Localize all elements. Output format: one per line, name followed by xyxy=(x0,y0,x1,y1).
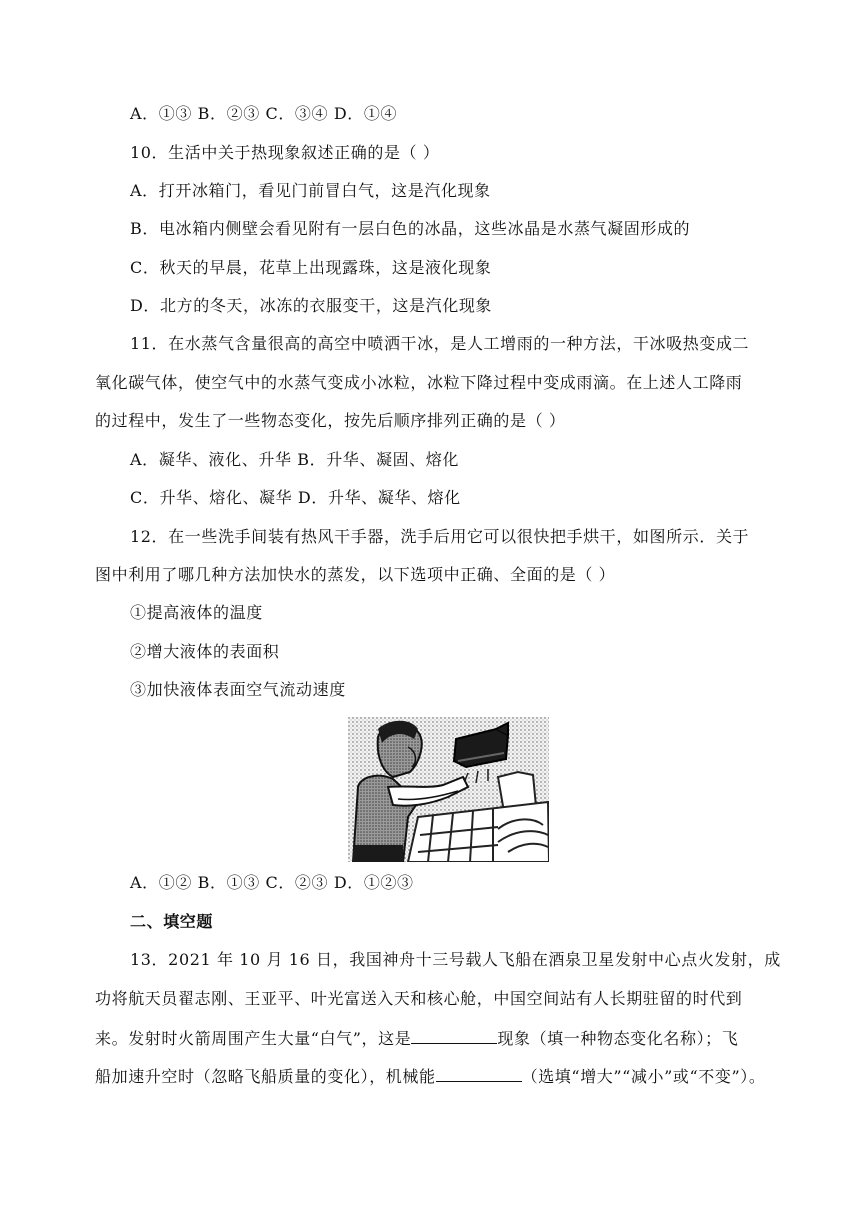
q12-stem-line2: 图中利用了哪几种方法加快水的蒸发，以下选项中正确、全面的是（ ） xyxy=(95,565,616,584)
q13-line4-text-b: （选填“增大”“减小”或“不变”）。 xyxy=(521,1067,766,1086)
q12-stem-line1: 12．在一些洗手间装有热风干手器，洗手后用它可以很快把手烘干，如图所示．关于 xyxy=(130,527,750,546)
q12-item-2: ②增大液体的表面积 xyxy=(130,642,280,661)
q12-options: A．①② B．①③ C．②③ D．①②③ xyxy=(130,873,414,892)
q12-item-3: ③加快液体表面空气流动速度 xyxy=(130,680,346,699)
q10-option-b: B．电冰箱内侧壁会看见附有一层白色的冰晶，这些冰晶是水蒸气凝固形成的 xyxy=(130,219,691,238)
q12-item-1: ①提高液体的温度 xyxy=(130,603,263,622)
q13-blank-1[interactable] xyxy=(411,1027,497,1044)
section-title-fill-in: 二、填空题 xyxy=(130,912,214,931)
q13-blank-2[interactable] xyxy=(436,1065,522,1082)
q13-stem-line1: 13．2021 年 10 月 16 日，我国神舟十三号载人飞船在酒泉卫星发射中心点火发射，成 xyxy=(130,950,781,969)
q13-stem-line2: 功将航天员翟志刚、王亚平、叶光富送入天和核心舱，中国空间站有人长期驻留的时代到 xyxy=(95,989,743,1008)
q11-stem-line3: 的过程中，发生了一些物态变化，按先后顺序排列正确的是（ ） xyxy=(95,411,566,430)
q13-stem-line3 xyxy=(95,1027,738,1049)
q11-stem-line2: 氧化碳气体，使空气中的水蒸气变成小冰粒，冰粒下降过程中变成雨滴。在上述人工降雨 xyxy=(95,373,743,392)
q10-stem: 10．生活中关于热现象叙述正确的是（ ） xyxy=(130,143,440,162)
q11-stem-line1: 11．在水蒸气含量很高的高空中喷洒干冰，是人工增雨的一种方法，干冰吸热变成二 xyxy=(130,334,750,353)
q11-options-cd: C．升华、熔化、凝华 D．升华、凝华、熔化 xyxy=(130,488,461,507)
q10-option-c: C．秋天的早晨，花草上出现露珠，这是液化现象 xyxy=(130,258,492,277)
q10-option-d: D．北方的冬天，冰冻的衣服变干，这是汽化现象 xyxy=(130,296,493,315)
q11-options-ab: A．凝华、液化、升华 B．升华、凝固、熔化 xyxy=(130,450,459,469)
q10-option-a: A．打开冰箱门，看见门前冒白气，这是汽化现象 xyxy=(130,181,491,200)
hand-dryer-illustration xyxy=(348,717,549,862)
q13-line4-text-a: 船加速升空时（忽略飞船质量的变化），机械能 xyxy=(95,1067,436,1086)
q13-line3-text-a: 来。发射时火箭周围产生大量“白气”，这是 xyxy=(95,1029,412,1048)
q13-line3-text-b: 现象（填一种物态变化名称）；飞 xyxy=(497,1029,739,1048)
q9-options: A．①③ B．②③ C．③④ D．①④ xyxy=(130,104,398,123)
q13-stem-line4 xyxy=(95,1065,766,1087)
